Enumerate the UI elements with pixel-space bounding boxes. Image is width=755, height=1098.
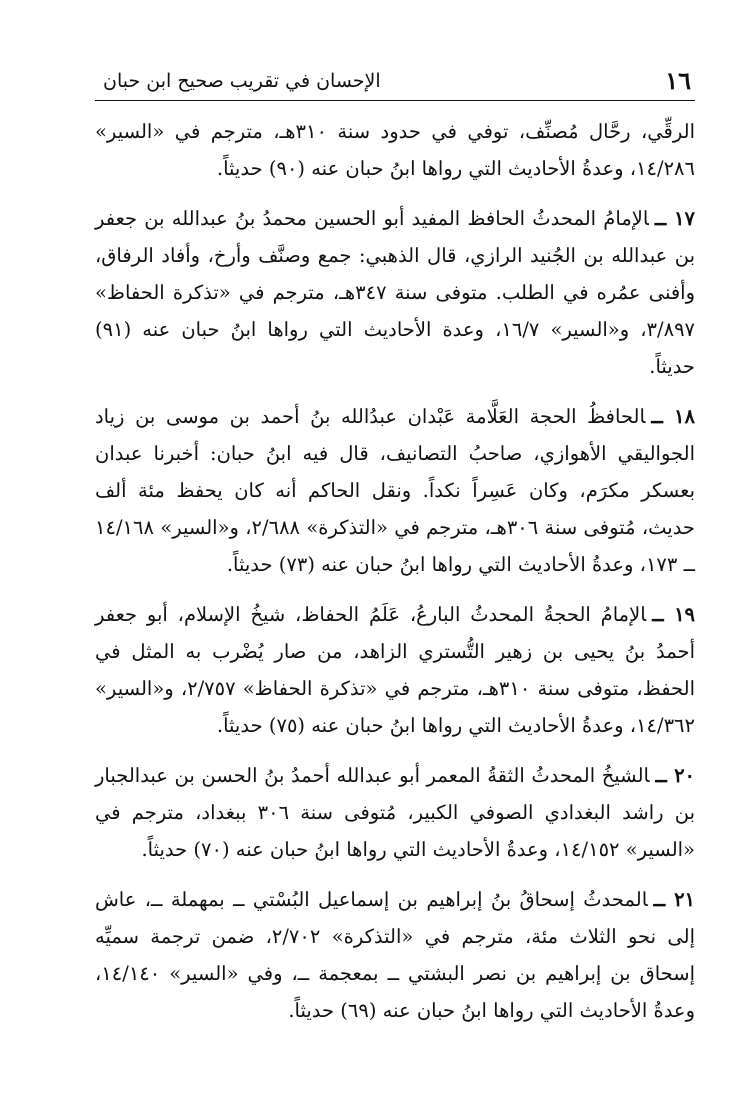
entry-number: ١٨ ــ [651,405,695,428]
entry-text: الإمامُ الحجةُ المحدثُ البارعُ، عَلَمُ الحفاظ، شيخُ الإسلام، أبو جعفر أحمدُ بنُ يحيى بن زهير التُّستري الزاهد، من صار يُضْرب به المثل في الحفظ، متوفى سنة ٣١٠هـ، مترجم في «تذكرة الحفاظ» ٢/٧٥٧، و«السير» ١٤/٣٦٢، وعدةُ الأحاديث التي رواها ابنُ حبان عنه (٧٥) حديثاً. [95,603,696,737]
entry-21 [95,881,695,1029]
entry-19 [95,596,695,744]
entry-text: المحدثُ إسحاقُ بنُ إبراهيم بن إسماعيل البُسْتي ــ بمهملة ــ، عاش إلى نحو الثلاث مئة، مترجم في «التذكرة» ٢/٧٠٢، ضمن ترجمة سميِّه إسحاق بن إبراهيم بن نصر البشتي ــ بمعجمة ــ، وفي «السير» ١٤/١٤٠، وعدةُ الأحاديث التي رواها ابنُ حبان عنه (٦٩) حديثاً. [95,888,695,1022]
continuation-paragraph: الرقِّي، رحَّال مُصنِّف، توفي في حدود سنة ٣١٠هـ، مترجم في «السير» ١٤/٢٨٦، وعدةُ الأحاديث التي رواها ابنُ حبان عنه (٩٠) حديثاً. [95,120,695,180]
page-header [95,60,695,101]
entry-text: الشيخُ المحدثُ الثقةُ المعمر أبو عبدالله أحمدُ بنُ الحسن بن عبدالجبار بن راشد البغدادي الصوفي الكبير، مُتوفى سنة ٣٠٦ ببغداد، مترجم في «السير» ١٤/١٥٢، وعدةُ الأحاديث التي رواها ابنُ حبان عنه (٧٠) حديثاً. [95,764,696,861]
entry-20 [95,757,695,868]
entry-text: الحافظُ الحجة العَلَّامة عَبْدان عبدُالله بنُ أحمد بن موسى بن زياد الجواليقي الأهوازي، صاحبُ التصانيف، قال فيه ابنُ حبان: أخبرنا عبدان بعسكر مكرَم، وكان عَسِراً نكداً. ونقل الحاكم أنه كان يحفظ مئة ألف حديث، مُتوفى سنة ٣٠٦هـ، مترجم في «التذكرة» ٢/٦٨٨، و«السير» ١٤/١٦٨ ــ ١٧٣، وعدةُ الأحاديث التي رواها ابنُ حبان عنه (٧٣) حديثاً. [95,405,695,576]
entry-number: ١٧ ــ [654,207,695,230]
entry-number: ٢٠ ــ [655,764,696,787]
entry-number: ١٩ ــ [652,603,696,626]
page-body [95,113,695,1029]
entry-text: الإمامُ المحدثُ الحافظ المفيد أبو الحسين محمدُ بنُ عبدالله بن جعفر بن عبدالله بن الجُنيد الرازي، قال الذهبي: جمع وصنَّف وأرخ، وأفاد الرفاق، وأفنى عمُره في الطلب. متوفى سنة ٣٤٧هـ، مترجم في «تذكرة الحفاظ» ٣/٨٩٧، و«السير» ١٦/٧، وعدة الأحاديث التي رواها ابنُ حبان عنه (٩١) حديثاً. [95,207,696,378]
entry-number: ٢١ ــ [653,888,696,911]
entry-17 [95,200,695,385]
running-title: الإحسان في تقريب صحيح ابن حبان [103,70,381,92]
book-page [95,60,695,1029]
entry-18 [95,398,695,583]
page-number: ١٦ [665,66,691,95]
